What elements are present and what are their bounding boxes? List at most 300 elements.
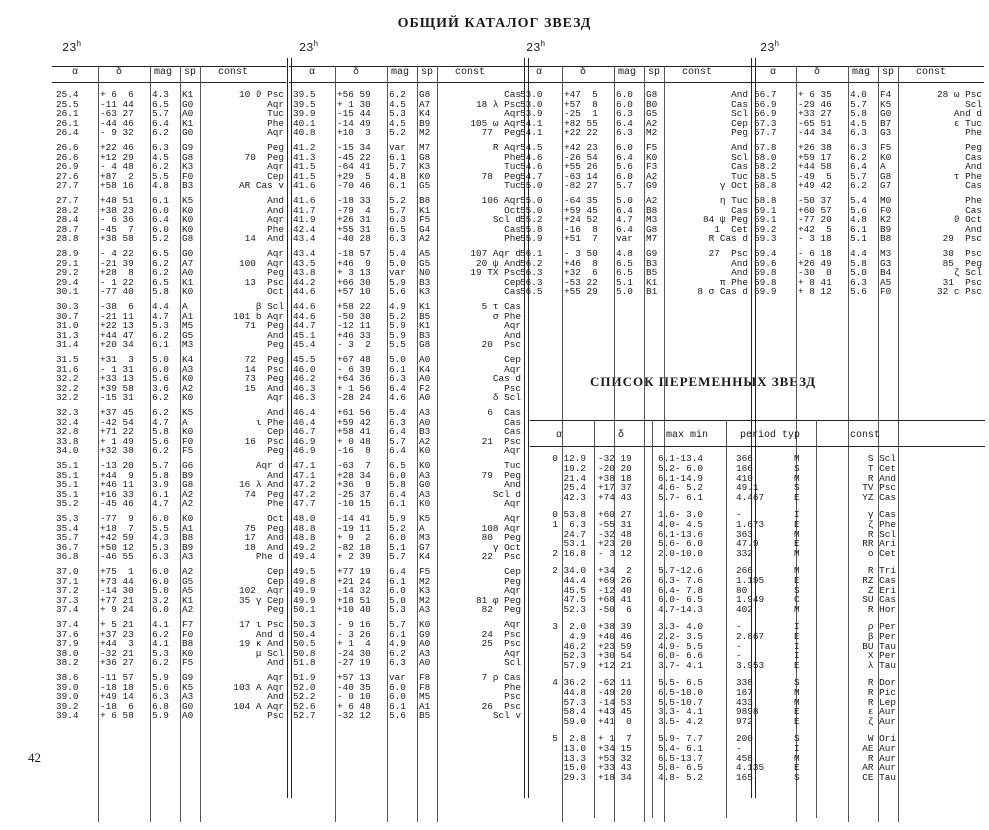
delta-cell: +42 5 <box>798 223 832 235</box>
star-group <box>52 249 286 297</box>
sp-cell: M7 <box>419 142 431 153</box>
mag-cell: 6.0 <box>389 681 406 693</box>
const-cell: Cas <box>965 180 982 192</box>
star-row <box>289 408 523 418</box>
const-cell: Scl <box>965 98 982 110</box>
mag-cell: 5.0 <box>616 286 633 298</box>
alpha-cell: 28.9 <box>56 248 79 259</box>
delta-cell: + 1 4 <box>337 638 371 650</box>
mag-cell: 5.7 <box>389 161 406 173</box>
catalog-title: ОБЩИЙ КАТАЛОГ ЗВЕЗД <box>397 16 592 31</box>
alpha-cell: 15.0 <box>563 762 586 774</box>
alpha-cell: 30.3 <box>56 301 79 312</box>
alpha-cell: 46.3 <box>293 382 316 394</box>
delta-cell: +58 41 <box>337 426 371 438</box>
sp-cell: G8 <box>182 151 194 163</box>
alpha-cell: 25.5 <box>56 98 79 110</box>
const-cell: Cas <box>731 98 748 110</box>
mag-cell: 6.0 <box>152 363 169 375</box>
const-cell: σ Phe <box>492 310 521 322</box>
mag-cell: 6.1 <box>389 151 406 163</box>
mag-cell: 4.4 <box>850 248 867 259</box>
delta-cell: +61 56 <box>337 407 371 418</box>
star-row <box>289 577 523 587</box>
const-cell: RR Ari <box>862 538 896 550</box>
const-cell: 31 Psc <box>942 276 982 288</box>
mag-cell: 5.3 <box>152 320 169 332</box>
rule <box>289 82 523 83</box>
delta-cell: -11 57 <box>100 672 134 683</box>
type-cell: E <box>794 660 800 672</box>
alpha-cell: 37.2 <box>56 585 79 597</box>
sp-cell: F0 <box>880 204 892 216</box>
delta-cell: - 3 26 <box>337 628 371 640</box>
mag-cell: 6.3 <box>389 214 406 226</box>
delta-cell: +48 51 <box>100 195 134 206</box>
header-cell: const <box>218 67 249 78</box>
star-row <box>516 268 750 278</box>
delta-cell: -18 6 <box>100 700 134 712</box>
star-row <box>52 446 286 456</box>
sp-cell: G5 <box>419 180 431 192</box>
delta-cell: -19 11 <box>337 522 371 534</box>
mag-cell: 5.8 <box>850 108 867 120</box>
sp-cell: F0 <box>182 435 194 447</box>
mag-cell: 6.3 <box>389 373 406 385</box>
alpha-cell: 56.1 <box>520 248 543 259</box>
range-cell: 5.9- 7.7 <box>658 733 704 744</box>
alpha-cell: 59.6 <box>754 257 777 269</box>
star-row <box>52 418 286 428</box>
star-row <box>516 119 750 129</box>
period-cell: - <box>736 650 742 662</box>
mag-cell: 5.6 <box>850 204 867 216</box>
type-cell: M <box>794 472 800 484</box>
mag-cell: 5.3 <box>389 108 406 120</box>
mag-cell: 5.7 <box>616 180 633 192</box>
star-row <box>52 384 286 394</box>
sp-cell: G8 <box>182 233 194 245</box>
delta-cell: -15 31 <box>100 392 134 404</box>
star-group <box>52 90 286 138</box>
delta-cell: +16 33 <box>100 488 134 500</box>
alpha-cell: 51.8 <box>293 657 316 669</box>
delta-cell: - 9 32 <box>100 127 134 139</box>
catalog-block <box>289 58 523 830</box>
alpha-cell: 50.5 <box>293 638 316 650</box>
const-cell: Psc <box>504 691 521 703</box>
sp-cell: F5 <box>880 142 892 153</box>
delta-cell: -55 31 <box>598 518 632 530</box>
alpha-cell: 49.9 <box>293 585 316 597</box>
sp-cell: B0 <box>646 98 658 110</box>
sp-cell: G5 <box>182 329 194 341</box>
const-cell: Scl d <box>492 214 521 226</box>
alpha-cell: 49.5 <box>293 566 316 577</box>
sp-cell: A3 <box>419 604 431 616</box>
mag-cell: 6.0 <box>152 513 169 524</box>
const-cell: 29 Psc <box>942 233 982 245</box>
sp-cell: M3 <box>880 248 892 259</box>
alpha-cell: 57.3 <box>754 117 777 129</box>
sp-cell: A0 <box>419 373 431 385</box>
const-cell: Aqr <box>267 127 284 139</box>
const-cell: Oct <box>504 204 521 216</box>
delta-cell: -18 18 <box>100 681 134 693</box>
star-row <box>750 215 984 225</box>
period-cell: - <box>736 742 742 754</box>
const-cell: Phe <box>504 151 521 163</box>
delta-cell: -32 12 <box>337 710 371 722</box>
alpha-cell: 39.4 <box>56 710 79 722</box>
mag-cell: 5.8 <box>152 286 169 298</box>
sp-cell: M3 <box>419 532 431 544</box>
alpha-cell: 47.1 <box>293 460 316 471</box>
sp-cell: G5 <box>419 257 431 269</box>
mag-cell: 6.1 <box>389 700 406 712</box>
mag-cell: 5.2 <box>152 233 169 245</box>
alpha-cell: 59.8 <box>754 276 777 288</box>
star-row <box>289 312 523 322</box>
alpha-cell: 26.4 <box>56 127 79 139</box>
delta-cell: +10 3 <box>337 127 371 139</box>
alpha-cell: 58.8 <box>754 195 777 206</box>
alpha-cell: 1 6.3 <box>552 518 586 530</box>
sp-cell: K0 <box>646 151 658 163</box>
star-row <box>516 234 750 244</box>
alpha-cell: 46.2 <box>293 373 316 385</box>
mag-cell: 3.2 <box>152 594 169 606</box>
range-cell: 5.5-10.7 <box>658 696 704 708</box>
sp-cell: K0 <box>182 392 194 404</box>
delta-cell: -49 20 <box>598 686 632 698</box>
alpha-cell: 58.8 <box>754 180 777 192</box>
sp-cell: M2 <box>646 127 658 139</box>
const-cell: Cas <box>504 223 521 235</box>
const-cell: 27 Psc <box>708 248 748 259</box>
const-cell: ζ Aur <box>867 716 896 728</box>
alpha-cell: 40.8 <box>293 127 316 139</box>
range-cell: 5.4- 6.1 <box>658 742 704 754</box>
delta-cell: +46 9 <box>337 257 371 269</box>
sp-cell: G4 <box>419 223 431 235</box>
alpha-cell: 35.1 <box>56 469 79 481</box>
const-cell: 102 Aqr <box>238 585 284 597</box>
delta-cell: + 2 39 <box>337 551 371 563</box>
const-cell: Phe <box>267 117 284 129</box>
alpha-cell: 37.0 <box>56 566 79 577</box>
alpha-cell: 43.8 <box>293 267 316 279</box>
alpha-cell: 39.5 <box>293 89 316 100</box>
mag-cell: 6.2 <box>152 657 169 669</box>
alpha-cell: 49.8 <box>293 575 316 587</box>
delta-cell: +58 22 <box>337 301 371 312</box>
delta-cell: +34 15 <box>598 742 632 754</box>
delta-cell: -63 14 <box>564 170 598 182</box>
alpha-cell: 46.4 <box>293 416 316 428</box>
delta-cell: +20 34 <box>100 339 134 351</box>
alpha-cell: 30.1 <box>56 286 79 298</box>
sp-cell: A <box>182 301 188 312</box>
alpha-cell: 35.1 <box>56 460 79 471</box>
star-row <box>750 259 984 269</box>
sp-cell: G5 <box>182 575 194 587</box>
delta-cell: + 6 48 <box>337 700 371 712</box>
const-cell: 6 Cas <box>487 407 521 418</box>
star-row <box>52 461 286 471</box>
alpha-cell: 41.9 <box>293 214 316 226</box>
delta-cell: -44 34 <box>798 127 832 139</box>
delta-cell: + 9 2 <box>337 532 371 544</box>
mag-cell: 6.4 <box>152 117 169 129</box>
star-row <box>289 365 523 375</box>
star-row <box>289 658 523 668</box>
const-cell: Tuc <box>504 460 521 471</box>
delta-cell: +64 36 <box>337 373 371 385</box>
type-cell: S <box>794 733 800 744</box>
sp-cell: B9 <box>419 117 431 129</box>
star-row <box>516 249 750 259</box>
delta-cell: +24 52 <box>564 214 598 226</box>
delta-cell: - 6 18 <box>798 248 832 259</box>
header-cell: period typ <box>740 430 801 441</box>
delta-cell: -11 44 <box>100 98 134 110</box>
period-cell: 200 <box>736 733 753 744</box>
mag-cell: 5.4 <box>389 248 406 259</box>
const-cell: And <box>267 195 284 206</box>
mag-cell: 5.7 <box>389 435 406 447</box>
const-cell: Tuc <box>504 161 521 173</box>
delta-cell: - 3 2 <box>337 339 371 351</box>
delta-cell: +87 2 <box>100 170 134 182</box>
star-group <box>52 567 286 615</box>
delta-cell: +46 33 <box>337 329 371 341</box>
variable-stars-title: СПИСОК ПЕРЕМЕННЫХ ЗВЕЗД <box>590 374 817 389</box>
sp-cell: K0 <box>182 373 194 385</box>
sp-cell: G0 <box>880 108 892 120</box>
delta-cell: +23 59 <box>598 640 632 652</box>
sp-cell: K0 <box>182 647 194 659</box>
header-cell: α <box>556 430 563 441</box>
header-cell: const <box>850 430 881 441</box>
mag-cell: 6.1 <box>389 575 406 587</box>
star-row <box>52 543 286 553</box>
mag-cell: 6.4 <box>389 488 406 500</box>
alpha-cell: 47.2 <box>293 479 316 491</box>
delta-cell: +23 20 <box>598 538 632 550</box>
delta-cell: -50 6 <box>598 604 632 616</box>
delta-cell: -14 53 <box>598 696 632 708</box>
const-cell: Aqr <box>267 161 284 173</box>
star-row <box>750 287 984 297</box>
delta-cell: -14 30 <box>100 585 134 597</box>
alpha-cell: 49.2 <box>293 541 316 553</box>
delta-cell: + 6 35 <box>798 89 832 100</box>
star-row <box>52 321 286 331</box>
const-cell: ϑ Oct <box>953 214 982 226</box>
sp-cell: M3 <box>182 339 194 351</box>
star-row <box>52 711 286 721</box>
range-cell: 6.0- 6.5 <box>658 594 704 606</box>
range-cell: 6.4- 7.8 <box>658 584 704 596</box>
mag-cell: 6.2 <box>152 127 169 139</box>
alpha-cell: 58.0 <box>754 151 777 163</box>
sp-cell: K5 <box>182 407 194 418</box>
sp-cell: G9 <box>182 142 194 153</box>
alpha-cell: 38.2 <box>56 657 79 669</box>
star-row <box>52 196 286 206</box>
const-cell: Peg <box>965 142 982 153</box>
hour-unit: h <box>540 40 546 49</box>
alpha-cell: 46.2 <box>563 640 586 652</box>
rule <box>750 82 984 83</box>
range-cell: 4.7-14.3 <box>658 604 704 616</box>
delta-cell: +38 58 <box>100 233 134 245</box>
star-row <box>289 605 523 615</box>
delta-cell: +18 51 <box>337 594 371 606</box>
star-row <box>516 287 750 297</box>
alpha-cell: 44.6 <box>293 286 316 298</box>
sp-cell: K0 <box>182 223 194 235</box>
star-row <box>289 437 523 447</box>
delta-cell: -82 18 <box>337 541 371 553</box>
mag-cell: 5.0 <box>152 354 169 365</box>
const-cell: R Hor <box>867 604 896 616</box>
period-cell: 4.135 <box>736 762 765 774</box>
alpha-cell: 56.3 <box>520 267 543 279</box>
sp-cell: G8 <box>419 151 431 163</box>
star-group <box>52 355 286 403</box>
alpha-cell: 28.4 <box>56 214 79 226</box>
alpha-cell: 52.3 <box>563 604 586 616</box>
sp-cell: A <box>182 416 188 428</box>
const-cell: BU Tau <box>862 640 896 652</box>
const-cell: And <box>731 267 748 279</box>
mag-cell: 5.0 <box>152 585 169 597</box>
sp-cell: K4 <box>419 551 431 563</box>
mag-cell: 6.5 <box>152 248 169 259</box>
const-cell: Phe <box>504 233 521 245</box>
const-cell: Aqr <box>504 445 521 457</box>
star-group <box>289 302 523 350</box>
sp-cell: A7 <box>182 257 194 269</box>
period-cell: 9898 <box>736 706 759 718</box>
delta-cell: +77 21 <box>100 594 134 606</box>
mag-cell: 5.3 <box>152 541 169 553</box>
mag-cell: var <box>389 142 406 153</box>
sp-cell: G9 <box>182 672 194 683</box>
delta-cell: -64 41 <box>337 161 371 173</box>
header-cell: mag <box>852 67 871 78</box>
star-row <box>516 259 750 269</box>
delta-cell: -77 20 <box>798 214 832 226</box>
delta-cell: - 4 22 <box>100 248 134 259</box>
sp-cell: F5 <box>646 142 658 153</box>
star-group <box>289 408 523 456</box>
mag-cell: 6.0 <box>389 469 406 481</box>
mag-cell: 6.4 <box>850 161 867 173</box>
alpha-cell: 58.4 <box>563 706 586 718</box>
const-cell: RZ Cas <box>862 574 896 586</box>
star-row <box>750 100 984 110</box>
star-row <box>750 128 984 138</box>
mag-cell: 4.8 <box>389 170 406 182</box>
delta-cell: -12 11 <box>337 320 371 332</box>
delta-cell: -50 30 <box>337 310 371 322</box>
const-cell: 17 ι Psc <box>238 619 284 630</box>
mag-cell: 4.8 <box>152 180 169 192</box>
delta-cell: + 6 58 <box>100 710 134 722</box>
sp-cell: A2 <box>646 170 658 182</box>
delta-cell: -14 49 <box>337 117 371 129</box>
const-cell: 107 Aqr d <box>470 248 521 259</box>
star-row <box>52 153 286 163</box>
const-cell: Cas <box>504 89 521 100</box>
sp-cell: B9 <box>880 223 892 235</box>
header-cell: δ <box>353 67 360 78</box>
mag-cell: 6.5 <box>152 276 169 288</box>
alpha-cell: 55.0 <box>520 195 543 206</box>
star-row <box>516 143 750 153</box>
type-cell: M <box>794 453 800 464</box>
star-row <box>750 90 984 100</box>
alpha-cell: 46.9 <box>293 435 316 447</box>
const-cell: R Scl <box>867 528 896 540</box>
star-row <box>52 605 286 615</box>
period-cell: 1.949 <box>736 594 765 606</box>
star-row <box>52 658 286 668</box>
range-cell: 5.5- 6.5 <box>658 677 704 688</box>
const-cell: 72 Peg <box>244 354 284 365</box>
delta-cell: - 6 36 <box>100 214 134 226</box>
const-cell: β Scl <box>255 301 284 312</box>
delta-cell: -26 54 <box>564 151 598 163</box>
star-row <box>52 596 286 606</box>
delta-cell: -16 8 <box>337 445 371 457</box>
const-cell: 14 And <box>244 233 284 245</box>
const-cell: Scl <box>731 108 748 120</box>
period-cell: 410 <box>736 472 753 484</box>
alpha-cell: 31.5 <box>56 354 79 365</box>
delta-cell: + 6 6 <box>100 89 134 100</box>
delta-cell: +68 41 <box>598 594 632 606</box>
sp-cell: M2 <box>419 127 431 139</box>
range-cell: 3.3- 4.1 <box>658 706 704 718</box>
delta-cell: +34 2 <box>598 565 632 576</box>
sp-cell: B5 <box>419 710 431 722</box>
star-row <box>52 206 286 216</box>
const-cell: 16 λ And <box>238 479 284 491</box>
star-group <box>516 143 750 191</box>
alpha-cell: 44.6 <box>293 301 316 312</box>
delta-cell: -63 27 <box>100 108 134 120</box>
const-cell: 100 Aqr <box>238 257 284 269</box>
hour-label <box>299 40 318 55</box>
const-cell: Aqr <box>504 513 521 524</box>
mag-cell: 4.9 <box>389 301 406 312</box>
alpha-cell: 56.2 <box>520 257 543 269</box>
variable-row <box>530 661 985 671</box>
alpha-cell: 41.7 <box>293 204 316 216</box>
period-cell: 332 <box>736 548 753 560</box>
alpha-cell: 39.9 <box>293 108 316 120</box>
range-cell: 2.0-10.0 <box>658 548 704 560</box>
const-cell: 75 Peg <box>244 522 284 534</box>
delta-cell: + 1 7 <box>598 733 632 744</box>
const-cell: β Per <box>867 630 896 642</box>
sp-cell: A3 <box>182 363 194 375</box>
star-group <box>52 620 286 668</box>
